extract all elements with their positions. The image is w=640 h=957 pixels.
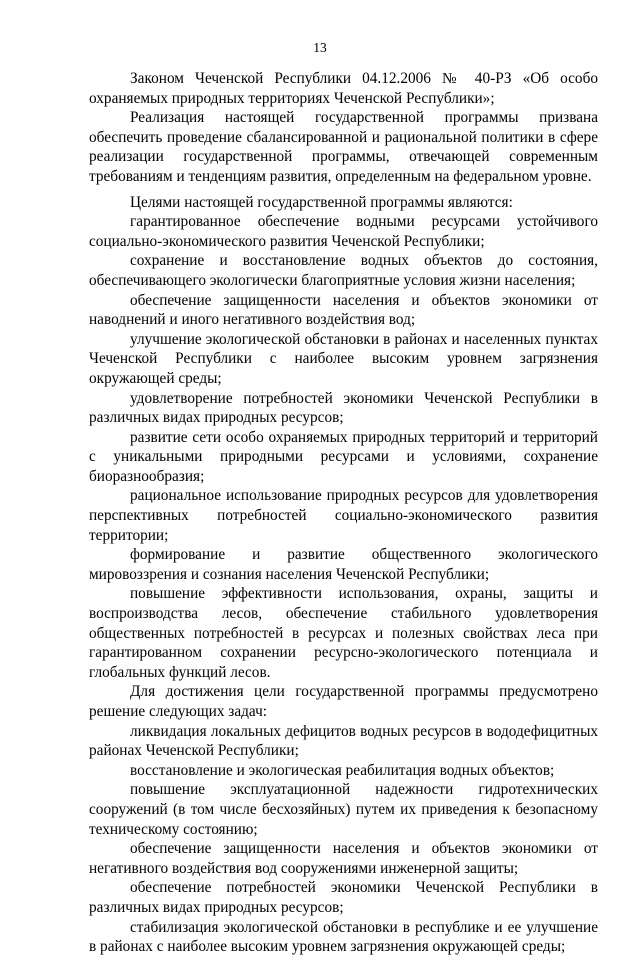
paragraph-law-reference: Законом Чеченской Республики 04.12.2006 № 40-РЗ «Об особо охраняемых природных территориях Чеченской Республики»; bbox=[89, 70, 598, 107]
list-item-task: ликвидация локальных дефицитов водных ресурсов в вододефицитных районах Чеченской Республики; bbox=[89, 722, 598, 760]
list-item-goal: удовлетворение потребностей экономики Чеченской Республики в различных видах природных ресурсов; bbox=[89, 389, 598, 427]
list-item-task: повышение эксплуатационной надежности гидротехнических сооружений (в том числе бесхозяйных) путем их приведения к безопасному техническому состоянию; bbox=[89, 781, 598, 838]
list-item-goal: гарантированное обеспечение водными ресурсами устойчивого социально-экономического развития Чеченской Республики; bbox=[89, 213, 598, 250]
list-item-goal: рациональное использование природных ресурсов для удовлетворения перспективных потребностей социально-экономического развития территории; bbox=[89, 487, 598, 544]
paragraph-goals-heading: Целями настоящей государственной программы являются: bbox=[130, 193, 513, 211]
list-item-goal: повышение эффективности использования, охраны, защиты и воспроизводства лесов, обеспечение стабильного удовлетворения общественных потребностей в ресурсах и полезных свойствах леса при гарантированном сохранении ресурсно-экологического потенциала и глобальных функций лесов. bbox=[89, 585, 598, 681]
document-body bbox=[89, 69, 598, 957]
list-item-goal: формирование и развитие общественного экологического мировоззрения и сознания населения Чеченской Республики; bbox=[89, 546, 598, 583]
paragraph-implementation: Реализация настоящей государственной программы призвана обеспечить проведение сбалансированной и рациональной политики в сфере реализации государственной программы, отвечающей современным требованиям и тенденциям развития, определенным на федеральном уровне. bbox=[89, 109, 598, 185]
list-item-task: обеспечение потребностей экономики Чеченской Республики в различных видах природных ресурсов; bbox=[89, 879, 598, 916]
paragraph-tasks-heading: Для достижения цели государственной программы предусмотрено решение следующих задач: bbox=[89, 683, 598, 720]
list-item-task: обеспечение защищенности населения и объектов экономики от негативного воздействия вод сооружениями инженерной защиты; bbox=[89, 840, 598, 877]
list-item-goal: улучшение экологической обстановки в районах и населенных пунктах Чеченской Республики с наиболее высоким уровнем загрязнения окружающей среды; bbox=[89, 330, 598, 387]
list-item-goal: сохранение и восстановление водных объектов до состояния, обеспечивающего экологически благоприятные условия жизни населения; bbox=[89, 252, 598, 289]
list-item-goal: развитие сети особо охраняемых природных территорий и территорий с уникальными природными ресурсами и условиями, сохранение биоразнообразия; bbox=[89, 428, 598, 485]
page-number: 13 bbox=[313, 40, 327, 55]
list-item-goal: обеспечение защищенности населения и объектов экономики от наводнений и иного негативного воздействия вод; bbox=[89, 291, 598, 329]
list-item-task: восстановление и экологическая реабилитация водных объектов; bbox=[130, 761, 555, 779]
list-item-task: стабилизация экологической обстановки в республике и ее улучшение в районах с наиболее высоким уровнем загрязнения окружающей среды; bbox=[89, 918, 598, 956]
